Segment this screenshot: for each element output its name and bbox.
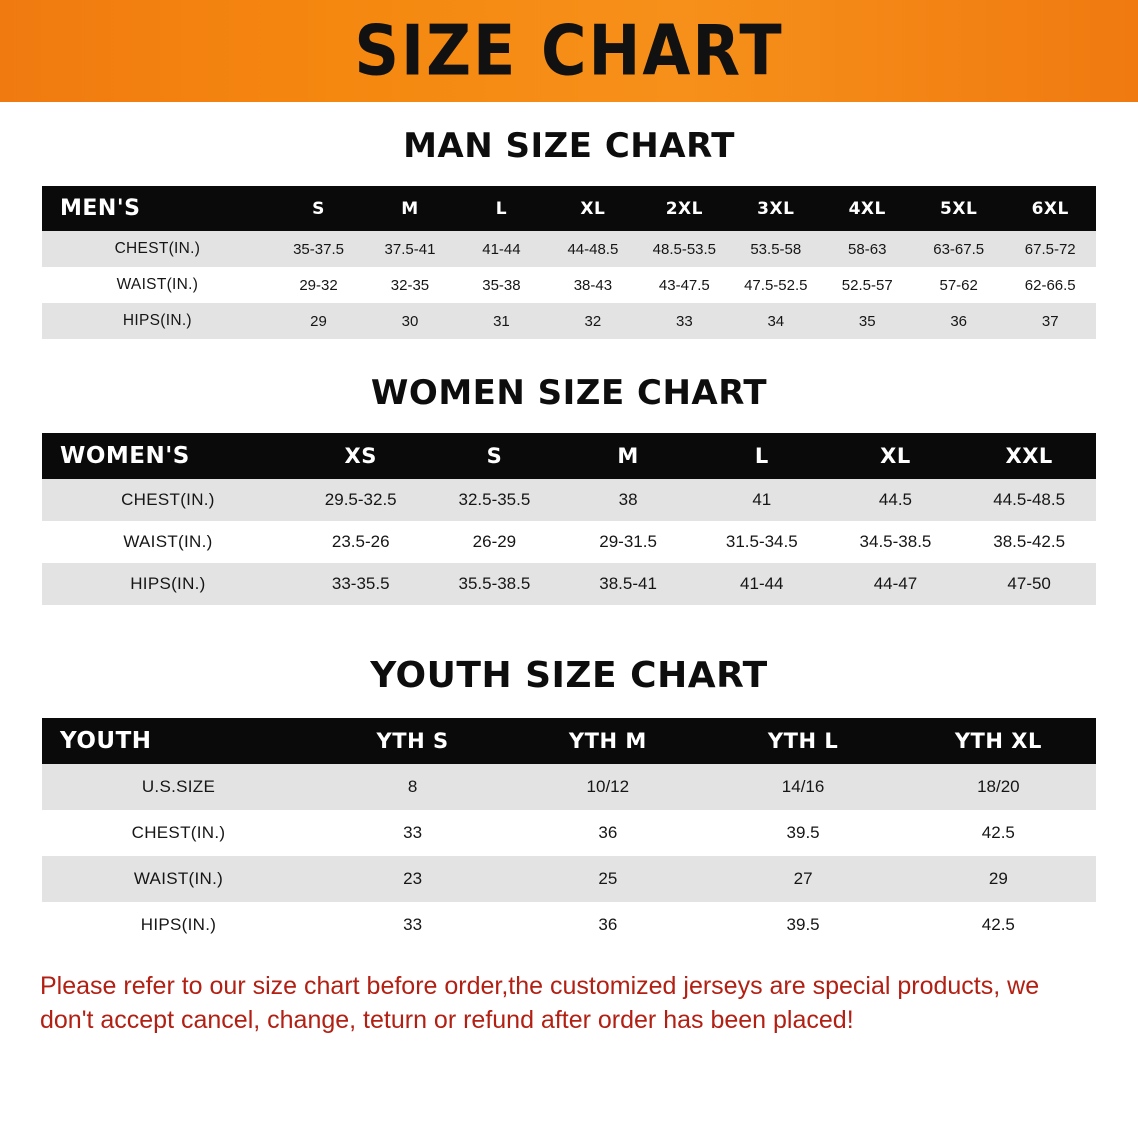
table-cell: 35.5-38.5 [428, 563, 562, 605]
table-cell: 34 [730, 303, 821, 339]
table-row [42, 231, 1096, 267]
header-banner [0, 0, 1138, 102]
table-cell: 42.5 [901, 902, 1096, 948]
table-cell: 63-67.5 [913, 231, 1004, 267]
women-col-header: XXL [962, 433, 1096, 479]
table-row [42, 563, 1096, 605]
women-table-head [42, 433, 1096, 479]
table-cell: 33 [639, 303, 730, 339]
man-table-wrap [42, 186, 1096, 339]
table-cell: 38 [561, 479, 695, 521]
table-cell: 31 [456, 303, 547, 339]
table-cell: 47.5-52.5 [730, 267, 821, 303]
table-cell: 42.5 [901, 810, 1096, 856]
table-cell: 29.5-32.5 [294, 479, 428, 521]
youth-col-header: YTH L [705, 718, 900, 764]
man-col-header: S [273, 186, 364, 231]
youth-row-label: WAIST(IN.) [42, 856, 315, 902]
disclaimer-note: Please refer to our size chart before order,the customized jerseys are special products, we don't accept cancel, change, teturn or refund after order has been placed! [40, 972, 1040, 1034]
table-cell: 33-35.5 [294, 563, 428, 605]
table-cell: 29-32 [273, 267, 364, 303]
table-cell: 25 [510, 856, 705, 902]
table-cell: 14/16 [705, 764, 900, 810]
table-cell: 62-66.5 [1004, 267, 1096, 303]
table-cell: 44-47 [829, 563, 963, 605]
table-cell: 35-37.5 [273, 231, 364, 267]
women-col-header: XS [294, 433, 428, 479]
table-cell: 32-35 [364, 267, 455, 303]
women-col-header: S [428, 433, 562, 479]
women-row-label: CHEST(IN.) [42, 479, 294, 521]
man-section-title: MAN SIZE CHART [403, 126, 735, 166]
youth-col-header: YTH S [315, 718, 510, 764]
table-cell: 44.5 [829, 479, 963, 521]
table-cell: 33 [315, 810, 510, 856]
table-cell: 31.5-34.5 [695, 521, 829, 563]
table-row [42, 303, 1096, 339]
man-col-header: 6XL [1004, 186, 1096, 231]
table-cell: 38-43 [547, 267, 638, 303]
table-cell: 29 [901, 856, 1096, 902]
table-header-row [42, 433, 1096, 479]
youth-row-label: CHEST(IN.) [42, 810, 315, 856]
table-row [42, 267, 1096, 303]
table-cell: 39.5 [705, 902, 900, 948]
table-row [42, 902, 1096, 948]
table-cell: 23.5-26 [294, 521, 428, 563]
table-cell: 36 [510, 810, 705, 856]
man-size-table [42, 186, 1096, 339]
man-col-header: M [364, 186, 455, 231]
youth-col-header: YTH XL [901, 718, 1096, 764]
table-cell: 44-48.5 [547, 231, 638, 267]
man-col-header: 3XL [730, 186, 821, 231]
table-cell: 23 [315, 856, 510, 902]
youth-row-label: U.S.SIZE [42, 764, 315, 810]
table-cell: 35 [822, 303, 913, 339]
women-col-header: M [561, 433, 695, 479]
table-row [42, 521, 1096, 563]
table-cell: 37.5-41 [364, 231, 455, 267]
table-cell: 41-44 [695, 563, 829, 605]
table-cell: 29 [273, 303, 364, 339]
man-row-label: HIPS(IN.) [42, 303, 273, 339]
women-col-header: XL [829, 433, 963, 479]
table-header-row [42, 186, 1096, 231]
youth-size-table [42, 718, 1096, 948]
table-cell: 33 [315, 902, 510, 948]
man-table-body [42, 231, 1096, 339]
women-row-label-header: WOMEN'S [42, 433, 294, 479]
man-row-label: CHEST(IN.) [42, 231, 273, 267]
table-cell: 47-50 [962, 563, 1096, 605]
table-cell: 36 [510, 902, 705, 948]
women-table-wrap [42, 433, 1096, 605]
youth-row-label-header: YOUTH [42, 718, 315, 764]
table-cell: 38.5-42.5 [962, 521, 1096, 563]
women-row-label: WAIST(IN.) [42, 521, 294, 563]
table-cell: 10/12 [510, 764, 705, 810]
table-cell: 57-62 [913, 267, 1004, 303]
women-row-label: HIPS(IN.) [42, 563, 294, 605]
youth-table-head [42, 718, 1096, 764]
table-row [42, 810, 1096, 856]
table-cell: 35-38 [456, 267, 547, 303]
youth-section-title: YOUTH SIZE CHART [370, 655, 768, 696]
man-col-header: 5XL [913, 186, 1004, 231]
table-cell: 67.5-72 [1004, 231, 1096, 267]
table-row [42, 856, 1096, 902]
man-row-label-header: MEN'S [42, 186, 273, 231]
women-col-header: L [695, 433, 829, 479]
table-cell: 43-47.5 [639, 267, 730, 303]
youth-table-body [42, 764, 1096, 948]
man-col-header: XL [547, 186, 638, 231]
man-col-header: 4XL [822, 186, 913, 231]
table-header-row [42, 718, 1096, 764]
table-cell: 29-31.5 [561, 521, 695, 563]
women-size-table [42, 433, 1096, 605]
table-cell: 34.5-38.5 [829, 521, 963, 563]
table-cell: 27 [705, 856, 900, 902]
youth-row-label: HIPS(IN.) [42, 902, 315, 948]
table-cell: 38.5-41 [561, 563, 695, 605]
table-cell: 52.5-57 [822, 267, 913, 303]
table-cell: 53.5-58 [730, 231, 821, 267]
women-table-body [42, 479, 1096, 605]
youth-col-header: YTH M [510, 718, 705, 764]
man-row-label: WAIST(IN.) [42, 267, 273, 303]
table-cell: 39.5 [705, 810, 900, 856]
table-cell: 32 [547, 303, 638, 339]
table-cell: 41 [695, 479, 829, 521]
table-cell: 8 [315, 764, 510, 810]
table-cell: 26-29 [428, 521, 562, 563]
table-cell: 58-63 [822, 231, 913, 267]
table-cell: 32.5-35.5 [428, 479, 562, 521]
page-title: SIZE CHART [354, 9, 784, 92]
man-col-header: 2XL [639, 186, 730, 231]
table-cell: 30 [364, 303, 455, 339]
man-table-head [42, 186, 1096, 231]
youth-table-wrap [42, 718, 1096, 948]
table-cell: 36 [913, 303, 1004, 339]
table-row [42, 479, 1096, 521]
table-cell: 37 [1004, 303, 1096, 339]
table-cell: 18/20 [901, 764, 1096, 810]
table-row [42, 764, 1096, 810]
table-cell: 48.5-53.5 [639, 231, 730, 267]
man-col-header: L [456, 186, 547, 231]
women-section-title: WOMEN SIZE CHART [370, 373, 768, 413]
table-cell: 44.5-48.5 [962, 479, 1096, 521]
table-cell: 41-44 [456, 231, 547, 267]
